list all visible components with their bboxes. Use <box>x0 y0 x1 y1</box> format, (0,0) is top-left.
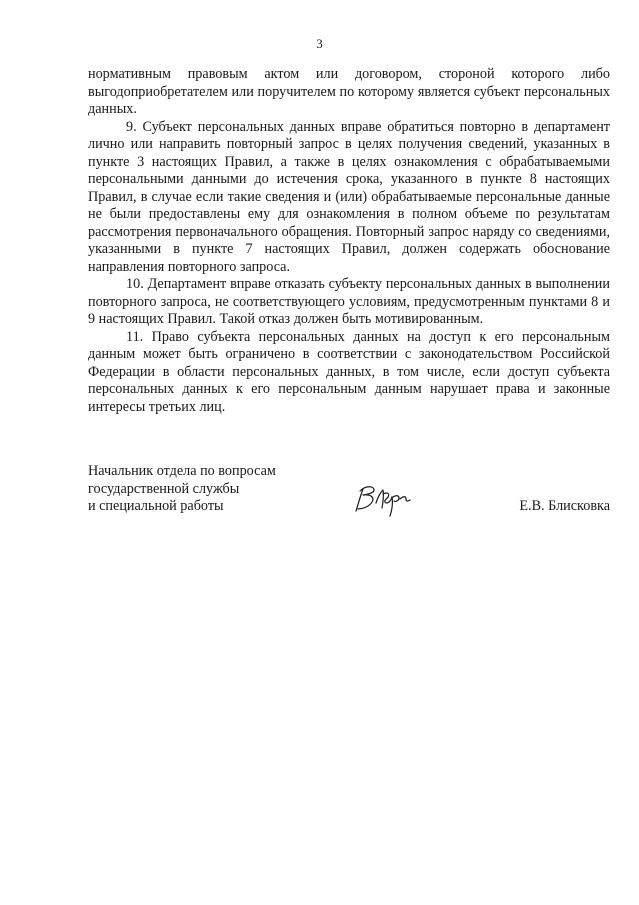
position-line: и специальной работы <box>88 498 224 514</box>
paragraph-item-10: 10. Департамент вправе отказать субъекту персональных данных в выполнении повторного запроса, не соответствующего условиям, предусмотренным пунктами 8 и 9 настоящих Правил. Такой отказ должен быть мотивированным. <box>88 276 610 327</box>
signature-block <box>88 463 610 533</box>
paragraph-item-9: 9. Субъект персональных данных вправе обратиться повторно в департамент лично или направить повторный запрос в целях получения сведений, указанных в пункте 3 настоящих Правил, а также в целях ознакомления с обрабатываемыми персональными данными до истечения срока, указанного в пункте 8 настоящих Правил, в случае если такие сведения и (или) обрабатываемые персональные данные не были предоставлены ему для ознакомления в полном объеме по результатам рассмотрения первоначального обращения. Повторный запрос наряду со сведениями, указанными в пункте 7 настоящих Правил, должен содержать обоснование направления повторного запроса. <box>88 118 610 275</box>
paragraph-item-11: 11. Право субъекта персональных данных на доступ к его персональным данным может быть ограничено в соответствии с законодательством Российской Федерации в области персональных данных, в том числе, если доступ субъекта персональных данных к его персональным данным нарушает права и законные интересы третьих лиц. <box>88 328 610 415</box>
position-line: Начальник отдела по вопросам <box>88 463 276 479</box>
document-body <box>88 66 610 416</box>
page-number: 3 <box>316 36 323 51</box>
position-line: государственной службы <box>88 480 240 497</box>
signatory-name: Е.В. Блисковка <box>519 498 610 514</box>
signatory-position <box>88 463 348 516</box>
handwritten-signature <box>350 483 424 519</box>
paragraph-continuation: нормативным правовым актом или договором, стороной которого либо выгодоприобретателем или поручителем по которому является субъект персональных данных. <box>88 66 610 117</box>
